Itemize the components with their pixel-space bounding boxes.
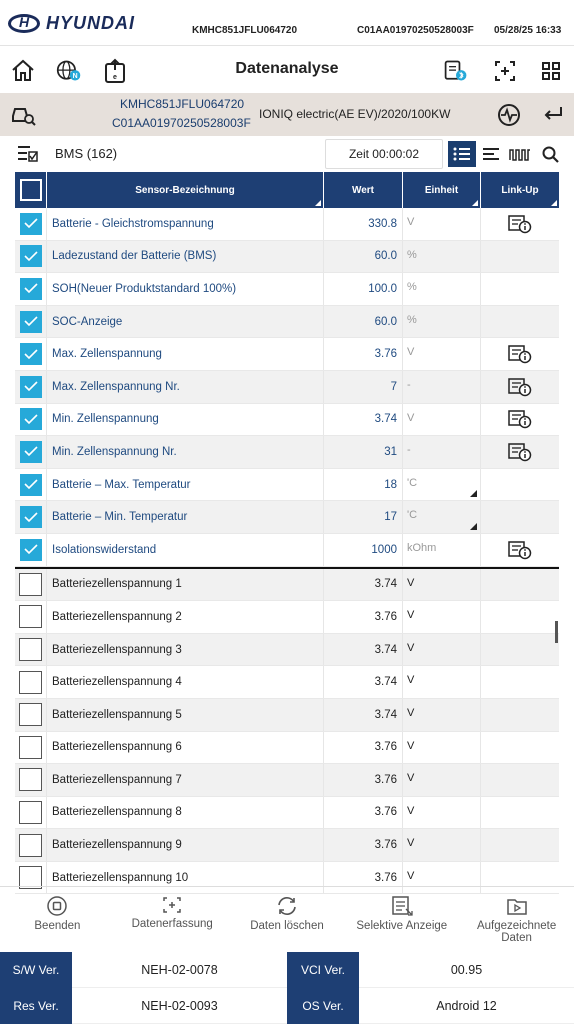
grid-menu-icon[interactable] xyxy=(538,58,564,84)
row-checkbox-checked[interactable] xyxy=(20,213,42,235)
info-link-icon xyxy=(508,409,532,429)
select-all-checkbox-cell[interactable] xyxy=(15,172,47,208)
link-up-cell xyxy=(481,732,559,764)
sensor-table-body xyxy=(15,208,559,894)
sensor-value: 3.74 xyxy=(324,569,403,601)
row-checkbox-cell[interactable] xyxy=(15,732,47,764)
end-button[interactable] xyxy=(0,887,115,950)
selective-view-label: Selektive Anzeige xyxy=(356,920,448,932)
column-header-unit[interactable] xyxy=(403,172,481,208)
page-title: Datenanalyse xyxy=(235,60,339,77)
column-header-name-label: Sensor-Bezeichnung xyxy=(135,184,235,196)
sensor-unit: V xyxy=(407,641,415,654)
info-link-icon xyxy=(508,377,532,397)
recorded-data-button[interactable] xyxy=(459,887,574,950)
row-checkbox-cell[interactable] xyxy=(15,436,47,468)
sensor-unit-cell xyxy=(403,764,481,796)
data-capture-label: Datenerfassung xyxy=(131,918,213,930)
table-row[interactable] xyxy=(15,208,559,241)
sensor-unit-cell xyxy=(403,273,481,305)
sensor-unit-cell xyxy=(403,436,481,468)
selective-view-button[interactable] xyxy=(344,887,459,950)
sensor-value: 17 xyxy=(324,501,403,533)
os-version-label: OS Ver. xyxy=(287,988,359,1024)
list-view-button[interactable] xyxy=(448,141,476,167)
check-icon xyxy=(24,544,38,555)
table-row[interactable] xyxy=(15,371,559,404)
sensor-value: 3.76 xyxy=(324,732,403,764)
sw-version-label: S/W Ver. xyxy=(0,952,72,988)
sensor-name: Batteriezellenspannung 6 xyxy=(47,732,324,764)
sensor-unit-cell xyxy=(403,699,481,731)
sensor-unit: V xyxy=(407,216,415,228)
graph-view-button[interactable] xyxy=(506,141,534,167)
link-up-cell xyxy=(481,601,559,633)
column-header-link[interactable] xyxy=(481,172,559,208)
sensor-name: Batteriezellenspannung 9 xyxy=(47,829,324,861)
capture-frame-icon[interactable] xyxy=(492,58,518,84)
row-checkbox-cell[interactable] xyxy=(15,569,47,601)
sensor-unit: V xyxy=(407,674,415,687)
sensor-value: 3.76 xyxy=(324,829,403,861)
sensor-unit-cell xyxy=(403,338,481,370)
group-label[interactable]: BMS (162) xyxy=(55,146,118,161)
check-icon xyxy=(24,381,38,392)
pulse-monitor-icon[interactable] xyxy=(497,103,521,127)
row-checkbox-checked[interactable] xyxy=(20,474,42,496)
hyundai-logo xyxy=(8,13,135,34)
link-up-cell xyxy=(481,469,559,501)
sensor-value: 3.74 xyxy=(324,699,403,731)
row-checkbox-checked[interactable] xyxy=(20,278,42,300)
sensor-name: Max. Zellenspannung xyxy=(47,338,324,370)
sensor-unit: 'C xyxy=(407,509,418,522)
table-row[interactable] xyxy=(15,404,559,437)
row-checkbox-cell[interactable] xyxy=(15,469,47,501)
link-up-cell xyxy=(481,634,559,666)
sensor-name: Batteriezellenspannung 3 xyxy=(47,634,324,666)
check-icon xyxy=(24,512,38,523)
sensor-unit: V xyxy=(407,869,415,882)
scrollbar[interactable] xyxy=(555,621,558,643)
link-up-cell[interactable] xyxy=(481,404,559,436)
row-checkbox-checked[interactable] xyxy=(20,311,42,333)
column-header-value-label: Wert xyxy=(351,184,375,196)
data-capture-button[interactable] xyxy=(115,887,230,950)
bottom-action-bar xyxy=(0,886,574,950)
table-row[interactable] xyxy=(15,601,559,634)
link-up-cell xyxy=(481,797,559,829)
sensor-unit: V xyxy=(407,706,415,719)
link-up-cell xyxy=(481,241,559,273)
vehicle-info-bar xyxy=(0,93,574,136)
row-checkbox-unchecked[interactable] xyxy=(19,768,42,791)
sensor-value: 1000 xyxy=(324,534,403,566)
row-checkbox-cell[interactable] xyxy=(15,306,47,338)
text-view-button[interactable] xyxy=(477,141,505,167)
vehicle-search-icon[interactable] xyxy=(10,102,36,126)
sensor-value: 3.76 xyxy=(324,338,403,370)
sensor-unit: V xyxy=(407,609,415,622)
sensor-unit: V xyxy=(407,346,415,359)
sensor-unit-cell xyxy=(403,534,481,566)
sensor-name: Batteriezellenspannung 4 xyxy=(47,666,324,698)
list-view-icon xyxy=(453,147,471,161)
sensor-value: 3.74 xyxy=(324,634,403,666)
selective-view-icon xyxy=(390,895,414,917)
sensor-unit-cell[interactable] xyxy=(403,501,481,533)
vci-version-label: VCI Ver. xyxy=(287,952,359,988)
sensor-value: 3.76 xyxy=(324,601,403,633)
sensor-unit-cell xyxy=(403,569,481,601)
sensor-name: Batterie – Max. Temperatur xyxy=(47,469,324,501)
sensor-value: 3.76 xyxy=(324,797,403,829)
sensor-name: Batteriezellenspannung 7 xyxy=(47,764,324,796)
sensor-unit-cell xyxy=(403,666,481,698)
row-checkbox-cell[interactable] xyxy=(15,208,47,240)
sensor-unit-cell xyxy=(403,371,481,403)
sensor-value: 3.76 xyxy=(324,764,403,796)
sensor-unit-cell xyxy=(403,601,481,633)
check-icon xyxy=(24,446,38,457)
row-checkbox-unchecked[interactable] xyxy=(19,638,42,661)
sensor-unit-cell xyxy=(403,829,481,861)
sensor-unit: V xyxy=(407,411,415,424)
link-up-cell[interactable] xyxy=(481,371,559,403)
row-checkbox-unchecked[interactable] xyxy=(19,573,42,596)
table-row[interactable] xyxy=(15,666,559,699)
sensor-value: 3.74 xyxy=(324,666,403,698)
row-checkbox-unchecked[interactable] xyxy=(19,834,42,857)
check-icon xyxy=(24,316,38,327)
row-checkbox-checked[interactable] xyxy=(20,539,42,561)
sensor-name: Batteriezellenspannung 5 xyxy=(47,699,324,731)
sensor-unit-cell xyxy=(403,634,481,666)
stop-icon xyxy=(46,895,68,917)
sensor-name: Batterie - Gleichstromspannung xyxy=(47,208,324,240)
row-checkbox-cell[interactable] xyxy=(15,666,47,698)
row-checkbox-cell[interactable] xyxy=(15,699,47,731)
search-icon[interactable] xyxy=(542,146,560,164)
sensor-value: 7 xyxy=(324,371,403,403)
unit-dropdown-icon[interactable] xyxy=(470,490,477,497)
sensor-unit: V xyxy=(407,837,415,850)
link-up-cell xyxy=(481,829,559,861)
table-row[interactable] xyxy=(15,634,559,667)
row-checkbox-unchecked[interactable] xyxy=(19,736,42,759)
check-icon xyxy=(24,218,38,229)
sensor-name: Batteriezellenspannung 2 xyxy=(47,601,324,633)
info-link-icon xyxy=(508,442,532,462)
row-checkbox-cell[interactable] xyxy=(15,797,47,829)
sensor-unit: V xyxy=(407,576,415,589)
row-checkbox-cell[interactable] xyxy=(15,601,47,633)
unit-dropdown-icon[interactable] xyxy=(470,523,477,530)
row-checkbox-unchecked[interactable] xyxy=(19,703,42,726)
column-header-name[interactable] xyxy=(47,172,324,208)
recorded-data-label-1: Aufgezeichnete xyxy=(476,920,557,932)
sensor-name: Batterie – Min. Temperatur xyxy=(47,501,324,533)
sensor-name: Max. Zellenspannung Nr. xyxy=(47,371,324,403)
column-header-unit-label: Einheit xyxy=(424,184,459,196)
row-checkbox-cell[interactable] xyxy=(15,634,47,666)
link-up-cell xyxy=(481,569,559,601)
row-checkbox-unchecked[interactable] xyxy=(19,671,42,694)
table-row[interactable] xyxy=(15,764,559,797)
elapsed-time: Zeit 00:00:02 xyxy=(325,139,443,169)
recorded-folder-icon xyxy=(506,895,528,917)
table-header xyxy=(15,172,559,208)
info-link-icon xyxy=(508,214,532,234)
table-row[interactable] xyxy=(15,569,559,602)
table-row[interactable] xyxy=(15,797,559,830)
row-checkbox-cell[interactable] xyxy=(15,829,47,861)
sensor-unit: - xyxy=(407,444,411,457)
select-list-icon[interactable] xyxy=(17,145,39,163)
refresh-icon xyxy=(275,895,299,917)
table-row[interactable] xyxy=(15,732,559,765)
row-checkbox-cell[interactable] xyxy=(15,534,47,566)
sensor-unit: 'C xyxy=(407,476,418,489)
end-label: Beenden xyxy=(34,920,81,932)
back-return-icon[interactable] xyxy=(541,103,565,127)
sensor-unit-cell xyxy=(403,797,481,829)
row-checkbox-unchecked[interactable] xyxy=(19,605,42,628)
table-row[interactable] xyxy=(15,306,559,339)
sensor-name: Min. Zellenspannung xyxy=(47,404,324,436)
table-row[interactable] xyxy=(15,241,559,274)
title-bar xyxy=(0,47,574,93)
os-version-value: Android 12 xyxy=(359,988,574,1024)
svg-text:N: N xyxy=(72,72,78,80)
row-checkbox-cell[interactable] xyxy=(15,501,47,533)
vci-bluetooth-icon[interactable] xyxy=(443,58,469,84)
clear-data-button[interactable] xyxy=(230,887,345,950)
check-icon xyxy=(24,479,38,490)
link-up-cell[interactable] xyxy=(481,534,559,566)
vehicle-id: C01AA01970250528003F xyxy=(112,116,251,130)
svg-text:e: e xyxy=(113,74,117,81)
table-row[interactable] xyxy=(15,534,559,567)
sensor-name: Batteriezellenspannung 10 xyxy=(47,862,324,894)
link-up-cell[interactable] xyxy=(481,338,559,370)
sw-version-value: NEH-02-0078 xyxy=(72,952,287,988)
sensor-value: 330.8 xyxy=(324,208,403,240)
table-row[interactable] xyxy=(15,469,559,502)
sensor-unit-cell xyxy=(403,306,481,338)
data-toolbar xyxy=(0,137,574,171)
sensor-value: 3.76 xyxy=(324,862,403,894)
sensor-unit: kOhm xyxy=(407,541,437,554)
link-up-cell[interactable] xyxy=(481,208,559,240)
sensor-unit: V xyxy=(407,772,415,785)
sensor-name: SOC-Anzeige xyxy=(47,306,324,338)
sensor-name: Ladezustand der Batterie (BMS) xyxy=(47,241,324,273)
info-link-icon xyxy=(508,540,532,560)
row-checkbox-checked[interactable] xyxy=(20,343,42,365)
sensor-unit: % xyxy=(407,313,417,326)
sort-indicator-icon xyxy=(315,200,321,206)
row-checkbox-unchecked[interactable] xyxy=(19,801,42,824)
text-view-icon xyxy=(482,147,500,161)
link-up-cell xyxy=(481,306,559,338)
res-version-label: Res Ver. xyxy=(0,988,72,1024)
link-up-cell[interactable] xyxy=(481,436,559,468)
sensor-value: 100.0 xyxy=(324,273,403,305)
waveform-icon xyxy=(509,147,531,161)
check-icon xyxy=(24,283,38,294)
clear-data-label: Daten löschen xyxy=(250,920,324,932)
info-link-icon xyxy=(508,344,532,364)
sensor-value: 60.0 xyxy=(324,241,403,273)
sort-indicator-icon xyxy=(551,200,557,206)
version-footer xyxy=(0,952,574,1024)
sensor-value: 31 xyxy=(324,436,403,468)
sensor-unit: - xyxy=(407,378,411,391)
table-row[interactable] xyxy=(15,273,559,306)
row-checkbox-checked[interactable] xyxy=(20,506,42,528)
link-up-cell xyxy=(481,501,559,533)
sensor-unit-cell xyxy=(403,404,481,436)
sort-indicator-icon xyxy=(472,200,478,206)
sensor-unit-cell xyxy=(403,732,481,764)
recorded-data-label-2: Daten xyxy=(501,932,532,944)
top-datetime: 05/28/25 16:33 xyxy=(494,25,562,36)
link-up-cell xyxy=(481,273,559,305)
link-up-cell xyxy=(481,666,559,698)
table-row[interactable] xyxy=(15,829,559,862)
res-version-value: NEH-02-0093 xyxy=(72,988,287,1024)
table-row[interactable] xyxy=(15,436,559,469)
vehicle-vin: KMHC851JFLU064720 xyxy=(120,97,245,111)
vehicle-model: IONIQ electric(AE EV)/2020/100KW xyxy=(259,107,451,121)
table-row[interactable] xyxy=(15,338,559,371)
link-up-cell xyxy=(481,699,559,731)
sensor-unit: % xyxy=(407,248,417,261)
column-header-link-label: Link-Up xyxy=(501,184,539,196)
sensor-unit: V xyxy=(407,739,415,752)
row-checkbox-cell[interactable] xyxy=(15,404,47,436)
table-row[interactable] xyxy=(15,699,559,732)
sensor-name: SOH(Neuer Produktstandard 100%) xyxy=(47,273,324,305)
row-checkbox-checked[interactable] xyxy=(20,245,42,267)
row-checkbox-cell[interactable] xyxy=(15,241,47,273)
column-header-value[interactable] xyxy=(324,172,403,208)
top-status-bar xyxy=(0,0,574,46)
hyundai-emblem-icon xyxy=(8,14,40,33)
row-checkbox-checked[interactable] xyxy=(20,441,42,463)
sensor-name: Batteriezellenspannung 8 xyxy=(47,797,324,829)
sensor-unit: % xyxy=(407,281,417,294)
top-vehicle-id: C01AA01970250528003F xyxy=(357,25,474,36)
sensor-unit-cell[interactable] xyxy=(403,469,481,501)
link-up-cell xyxy=(481,764,559,796)
capture-frame-icon xyxy=(161,895,183,915)
sensor-value: 3.74 xyxy=(324,404,403,436)
check-icon xyxy=(24,349,38,360)
vci-version-value: 00.95 xyxy=(359,952,574,988)
row-checkbox-cell[interactable] xyxy=(15,273,47,305)
row-checkbox-cell[interactable] xyxy=(15,764,47,796)
row-checkbox-cell[interactable] xyxy=(15,338,47,370)
logo-text: HYUNDAI xyxy=(46,13,136,33)
sensor-name: Isolationswiderstand xyxy=(47,534,324,566)
check-icon xyxy=(24,251,38,262)
sensor-unit: V xyxy=(407,804,415,817)
row-checkbox-checked[interactable] xyxy=(20,408,42,430)
row-checkbox-checked[interactable] xyxy=(20,376,42,398)
row-checkbox-cell[interactable] xyxy=(15,371,47,403)
sensor-value: 18 xyxy=(324,469,403,501)
sensor-value: 60.0 xyxy=(324,306,403,338)
sensor-unit-cell xyxy=(403,241,481,273)
select-all-checkbox[interactable] xyxy=(20,179,42,201)
table-row[interactable] xyxy=(15,501,559,534)
check-icon xyxy=(24,414,38,425)
sensor-name: Min. Zellenspannung Nr. xyxy=(47,436,324,468)
sensor-unit-cell xyxy=(403,208,481,240)
sensor-name: Batteriezellenspannung 1 xyxy=(47,569,324,601)
top-vin: KMHC851JFLU064720 xyxy=(192,25,298,36)
